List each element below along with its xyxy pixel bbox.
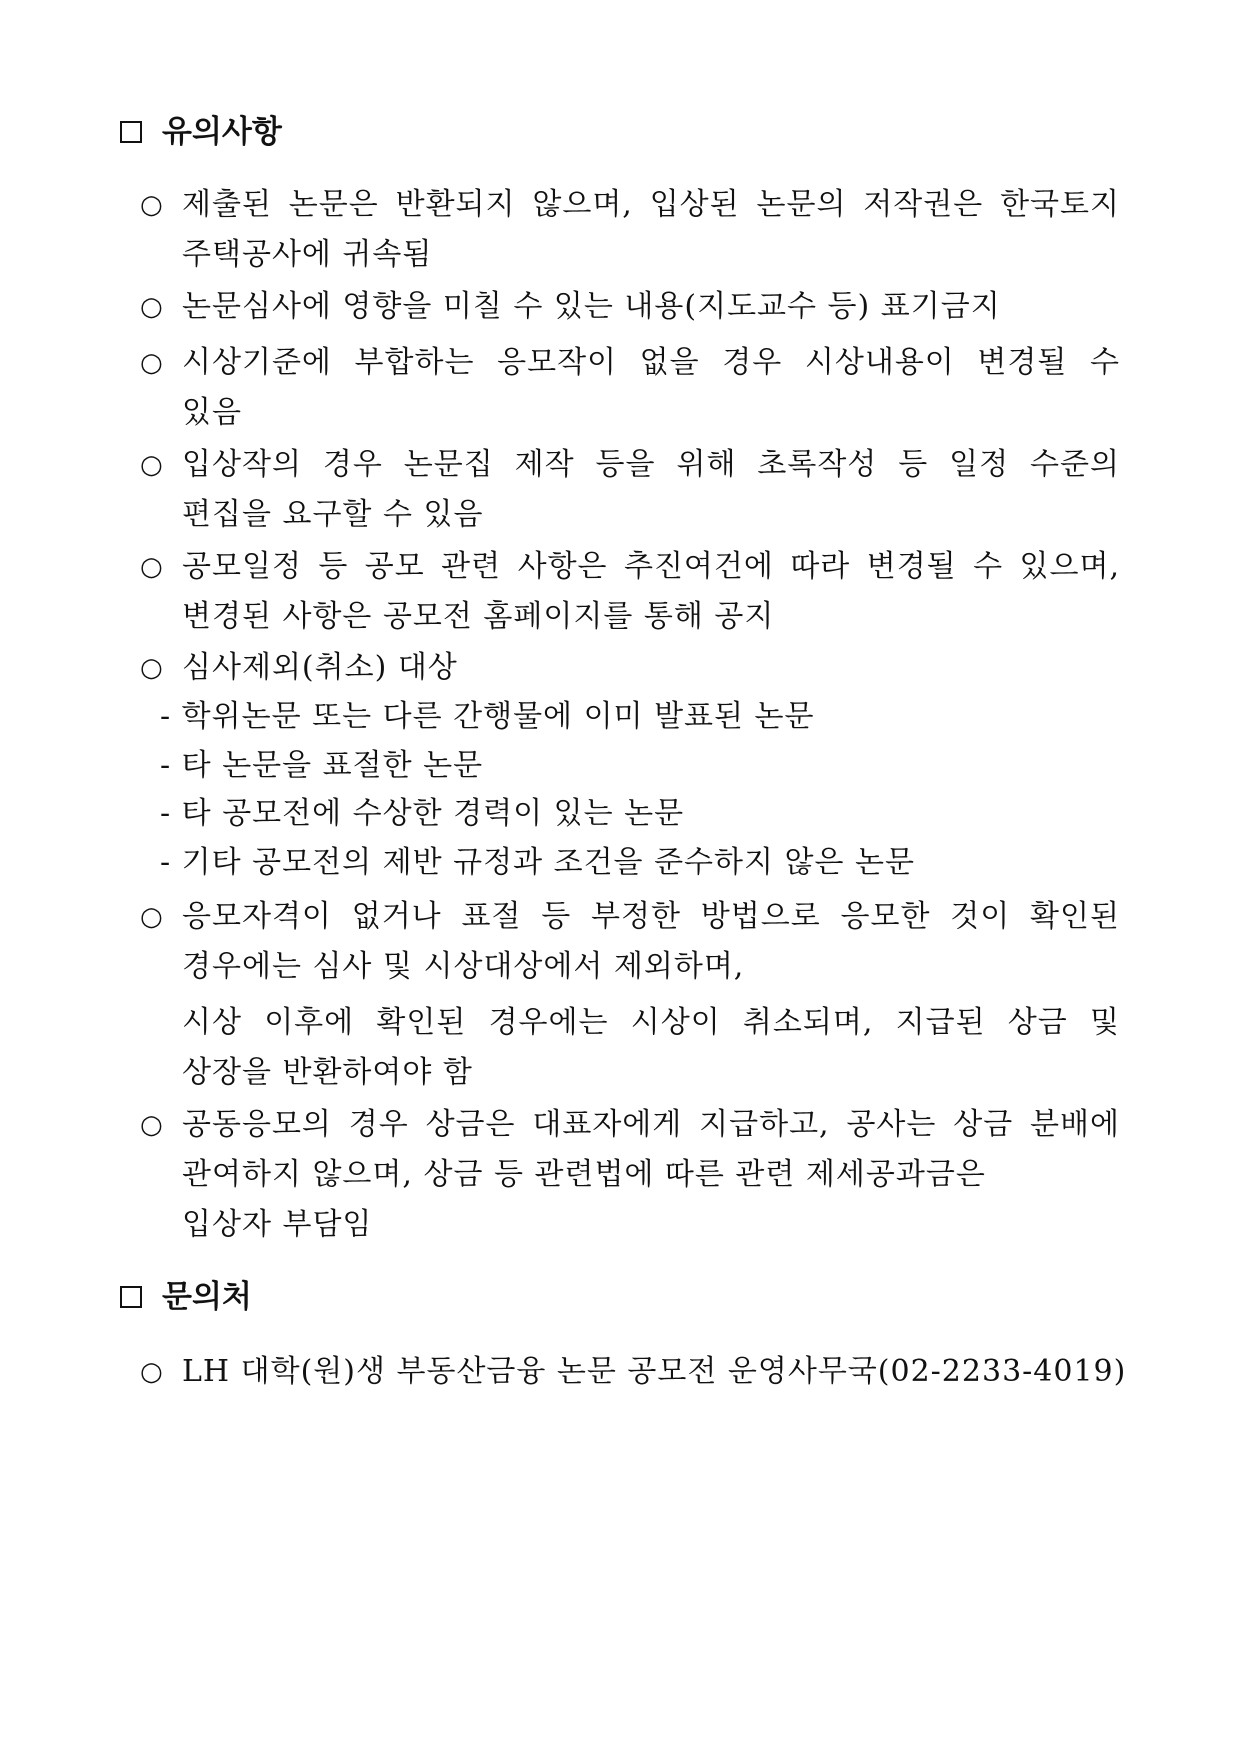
exclusion-item-3: - 타 공모전에 수상한 경력이 있는 논문 bbox=[160, 796, 685, 831]
contact-item bbox=[140, 1347, 1127, 1397]
note-item-5-line-1: 공모일정 등 공모 관련 사항은 추진여건에 따라 변경될 수 있으며, bbox=[182, 549, 1120, 584]
note-item-2-line-1: 논문심사에 영향을 미칠 수 있는 내용(지도교수 등) 표기금지 bbox=[182, 289, 1001, 324]
note-item-7-line-2: 경우에는 심사 및 시상대상에서 제외하며, bbox=[182, 949, 745, 984]
contact-line: LH 대학(원)생 부동산금융 논문 공모전 운영사무국(02-2233-4019) bbox=[182, 1354, 1127, 1389]
note-item-8 bbox=[140, 1100, 1120, 1250]
bullet-circle-icon: ○ bbox=[140, 450, 163, 480]
note-item-4 bbox=[140, 440, 1120, 540]
note-item-8-line-3: 입상자 부담임 bbox=[182, 1207, 373, 1242]
note-item-3 bbox=[140, 338, 1120, 438]
checkbox-square-icon bbox=[120, 1286, 142, 1308]
disqualify-line-4: 상장을 반환하여야 함 bbox=[182, 1055, 473, 1090]
bullet-circle-icon: ○ bbox=[140, 348, 163, 378]
exclusion-item-1: - 학위논문 또는 다른 간행물에 이미 발표된 논문 bbox=[160, 699, 815, 734]
note-item-2 bbox=[140, 282, 1120, 332]
checkbox-square-icon bbox=[120, 121, 142, 143]
bullet-circle-icon: ○ bbox=[140, 190, 163, 220]
note-item-1 bbox=[140, 180, 1120, 280]
bullet-circle-icon: ○ bbox=[140, 902, 163, 932]
note-item-3-line-2: 있음 bbox=[182, 395, 242, 430]
contact-heading-text: 문의처 bbox=[162, 1279, 252, 1315]
note-item-5-line-2: 변경된 사항은 공모전 홈페이지를 통해 공지 bbox=[182, 599, 775, 634]
note-item-6 bbox=[140, 643, 1120, 693]
bullet-circle-icon: ○ bbox=[140, 653, 163, 683]
bullet-circle-icon: ○ bbox=[140, 1357, 163, 1387]
note-item-8-line-2: 관여하지 않으며, 상금 등 관련법에 따른 관련 제세공과금은 bbox=[182, 1157, 986, 1192]
notes-heading bbox=[120, 112, 282, 152]
note-item-8-line-1: 공동응모의 경우 상금은 대표자에게 지급하고, 공사는 상금 분배에 bbox=[182, 1107, 1120, 1142]
bullet-circle-icon: ○ bbox=[140, 1110, 163, 1140]
note-item-6-line-1: 심사제외(취소) 대상 bbox=[182, 650, 458, 685]
disqualify-line-3: 시상 이후에 확인된 경우에는 시상이 취소되며, 지급된 상금 및 bbox=[182, 1005, 1120, 1040]
bullet-circle-icon: ○ bbox=[140, 292, 163, 322]
exclusion-item-4: - 기타 공모전의 제반 규정과 조건을 준수하지 않은 논문 bbox=[160, 845, 915, 880]
note-item-7-line-1: 응모자격이 없거나 표절 등 부정한 방법으로 응모한 것이 확인된 bbox=[182, 899, 1120, 934]
note-item-1-line-1: 제출된 논문은 반환되지 않으며, 입상된 논문의 저작권은 한국토지 bbox=[182, 187, 1120, 222]
note-item-4-line-2: 편집을 요구할 수 있음 bbox=[182, 497, 484, 532]
note-item-1-line-2: 주택공사에 귀속됨 bbox=[182, 237, 433, 272]
contact-heading bbox=[120, 1277, 252, 1317]
notes-heading-text: 유의사항 bbox=[162, 114, 282, 150]
bullet-circle-icon: ○ bbox=[140, 552, 163, 582]
note-item-5 bbox=[140, 542, 1120, 642]
note-item-4-line-1: 입상작의 경우 논문집 제작 등을 위해 초록작성 등 일정 수준의 bbox=[182, 447, 1120, 482]
disqualify-continuation bbox=[182, 998, 1120, 1098]
note-item-3-line-1: 시상기준에 부합하는 응모작이 없을 경우 시상내용이 변경될 수 bbox=[182, 345, 1120, 380]
note-item-7 bbox=[140, 892, 1120, 992]
exclusion-item-2: - 타 논문을 표절한 논문 bbox=[160, 748, 484, 783]
